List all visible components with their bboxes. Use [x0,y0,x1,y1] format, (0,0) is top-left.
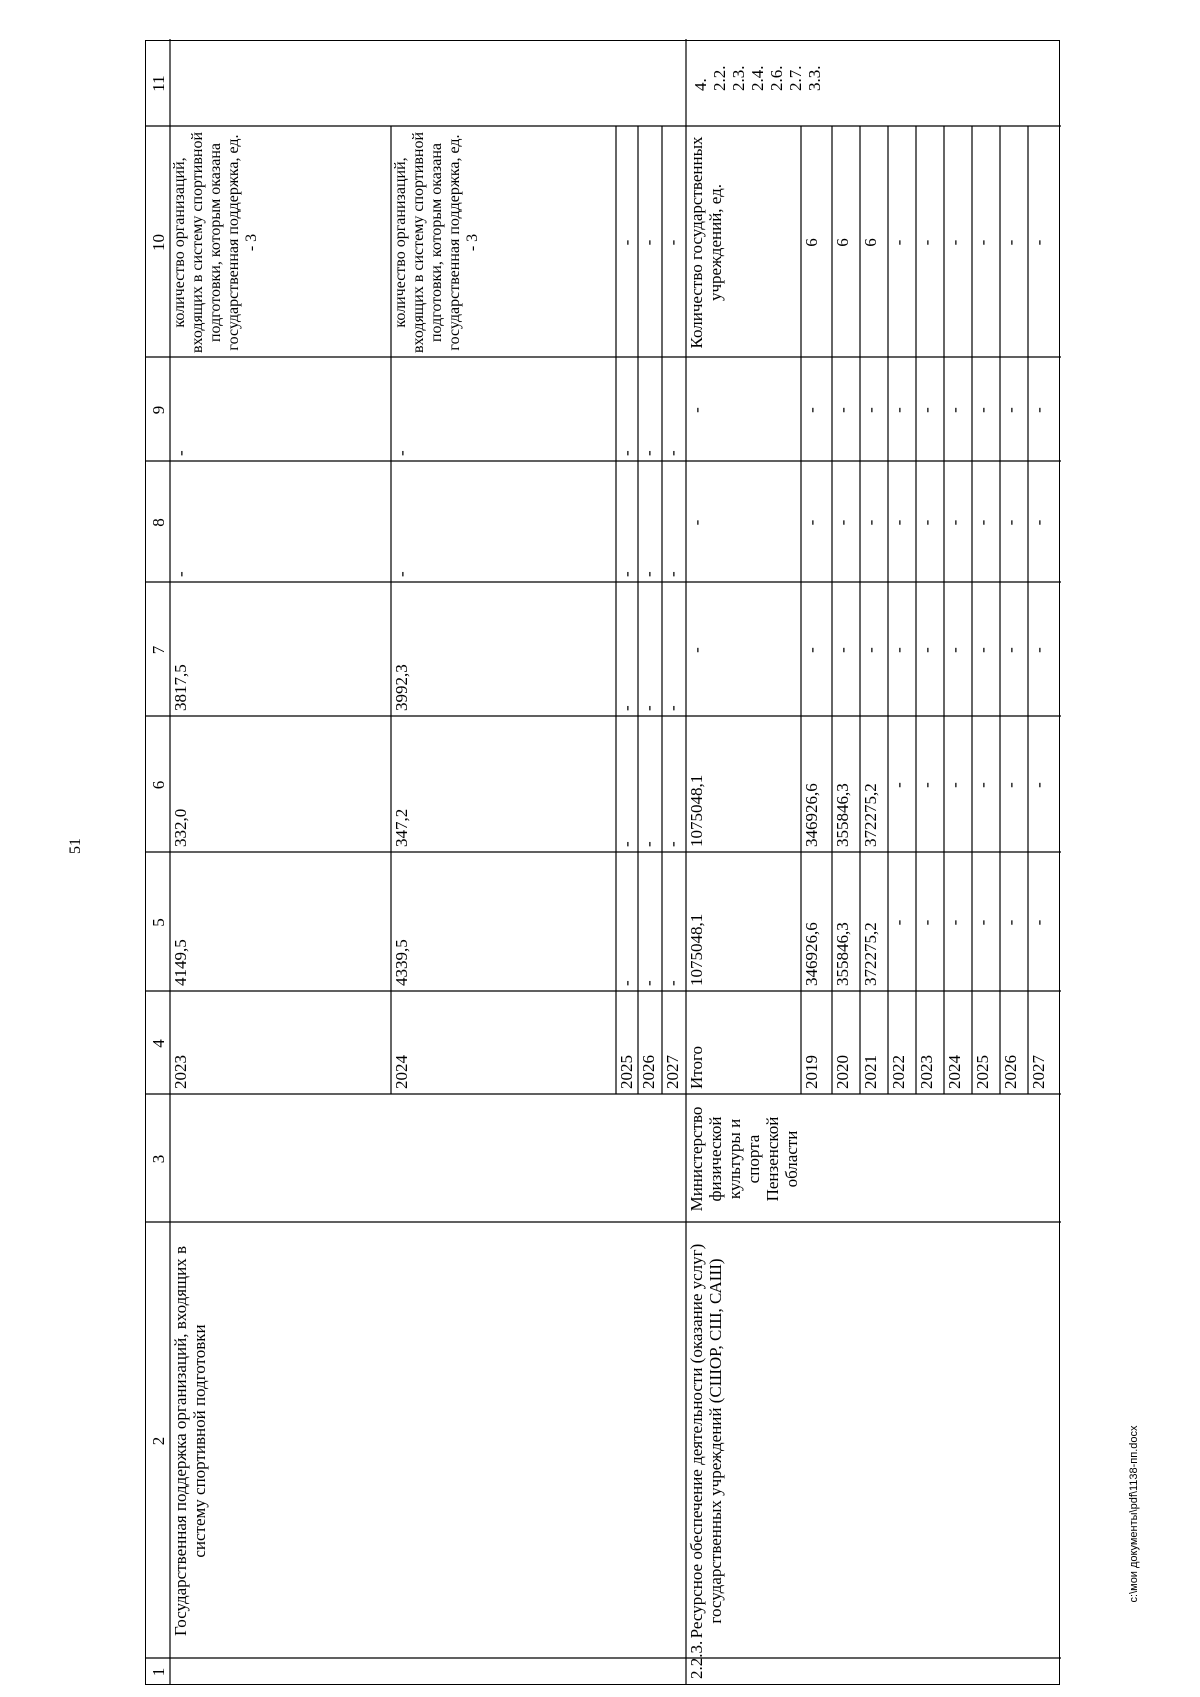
indicator-cell: Количество государственных учреждений, ед. [687,136,725,349]
federal-budget-cell: - [917,647,936,653]
activity-name: Ресурсное обеспечение деятельности (оказание услуг) государственных учреждений (СШОР, СШ, САШ) [687,1243,725,1639]
regional-budget-cell: - [617,841,636,847]
total-funding-cell: 4339,5 [392,939,411,986]
other-sources-cell: - [687,407,706,413]
year-cell: 2025 [973,1055,992,1089]
year-cell: 2026 [639,1055,658,1089]
indicator-cell: - [973,239,992,246]
indicator-cell: - [889,239,908,246]
federal-budget-cell: - [663,705,682,711]
column-header-10: 10 [149,234,168,251]
column-header-5: 5 [149,918,168,927]
other-sources-cell: - [945,407,964,413]
total-funding-cell: 4149,5 [171,939,190,986]
other-sources-cell: - [392,450,411,456]
footer-file-path: c:\мои документы\pdf\1138-пп.docx [1128,1425,1140,1603]
column-header-3: 3 [149,1154,168,1164]
regional-budget-cell: - [639,841,658,847]
regional-budget-cell: - [1001,782,1020,788]
indicator-cell: - [1001,239,1020,246]
total-funding-cell: - [639,980,658,986]
year-cell: 2022 [889,1055,908,1089]
total-funding-cell: - [917,919,936,926]
year-cell: 2020 [833,1055,852,1089]
total-funding-cell: - [1001,919,1020,926]
indicator-cell: 6 [833,238,852,247]
local-budget-cell: - [639,571,658,577]
regional-budget-cell: 347,2 [392,808,411,847]
indicator-cell: - [945,239,964,246]
year-cell: 2027 [663,1055,682,1089]
year-cell: 2023 [917,1055,936,1089]
federal-budget-cell: - [1029,647,1048,653]
total-funding-cell: - [617,980,636,986]
executor: Министерство физической культуры и спорта Пензенской области [687,1106,801,1212]
federal-budget-cell: - [833,647,852,653]
regional-budget-cell: 372275,2 [861,783,880,847]
federal-budget-cell: 3817,5 [171,664,190,711]
task-link: 2.6. [767,65,786,91]
federal-budget-cell: - [639,705,658,711]
local-budget-cell: - [945,519,964,526]
page-number: 51 [67,838,84,854]
total-label-cell: Итого [687,1045,706,1089]
other-sources-cell: - [917,407,936,413]
column-header-7: 7 [149,645,168,655]
year-cell: 2023 [171,1055,190,1089]
column-header-1: 1 [149,1667,168,1677]
other-sources-cell: - [639,450,658,456]
year-cell: 2025 [617,1055,636,1089]
regional-budget-cell: - [945,782,964,788]
row-number [169,1659,685,1685]
indicator-cell: - [617,239,636,246]
federal-budget-cell: - [889,647,908,653]
executor [169,1095,685,1223]
indicator-cell: количество организаций, входящих в систему спортивной подготовки, которым оказана государственная поддержка, ед. - 3 [392,131,481,354]
federal-budget-cell: - [861,647,880,653]
column-header-4: 4 [149,1039,168,1048]
indicator-cell: - [917,239,936,246]
task-link: 2.2. [710,65,729,91]
total-funding-cell: 372275,2 [861,922,880,986]
column-header-6: 6 [149,780,168,790]
local-budget-cell: - [171,571,190,577]
other-sources-cell: - [617,450,636,456]
total-funding-cell: - [973,919,992,926]
year-cell: 2021 [861,1055,880,1089]
task-link: 2.7. [786,65,805,91]
local-budget-cell: - [663,571,682,577]
task-link: 2.3. [729,65,748,91]
other-sources-cell: - [833,407,852,413]
other-sources-cell: - [663,450,682,456]
total-funding-cell: 346926,6 [802,922,821,986]
total-funding-cell: 1075048,1 [687,913,706,986]
other-sources-cell: - [889,407,908,413]
indicator-cell: количество организаций, входящих в систему спортивной подготовки, которым оказана государственная поддержка, ед. - 3 [171,131,260,354]
other-sources-cell: - [171,450,190,456]
indicator-cell: 6 [861,238,880,247]
indicator-cell: - [1029,239,1048,246]
local-budget-cell: - [392,571,411,577]
federal-budget-cell: 3992,3 [392,664,411,711]
indicator-cell: 6 [802,238,821,247]
row-number: 2.2.3. [687,1640,706,1679]
total-funding-cell: - [1029,919,1048,926]
tasks-link-cell [685,40,1060,127]
year-cell: 2027 [1029,1055,1048,1089]
federal-budget-cell: - [802,647,821,653]
other-sources-cell: - [1001,407,1020,413]
total-funding-cell: - [889,919,908,926]
regional-budget-cell: 346926,6 [802,783,821,847]
activity-name: Государственная поддержка организаций, входящих в систему спортивной подготовки [171,1245,209,1637]
regional-budget-cell: 332,0 [171,808,190,847]
local-budget-cell: - [861,519,880,526]
program-table [145,40,1060,1685]
year-cell: 2024 [945,1055,964,1089]
task-link: 2.4. [748,65,767,91]
indicator-cell: - [639,239,658,246]
regional-budget-cell: - [1029,782,1048,788]
federal-budget-cell: - [973,647,992,653]
regional-budget-cell: 1075048,1 [687,774,706,847]
regional-budget-cell: - [973,782,992,788]
total-funding-cell: - [663,980,682,986]
column-header-9: 9 [149,405,168,415]
regional-budget-cell: - [917,782,936,788]
local-budget-cell: - [833,519,852,526]
local-budget-cell: - [1001,519,1020,526]
column-header-8: 8 [149,518,168,527]
federal-budget-cell: - [945,647,964,653]
column-header-2: 2 [149,1436,168,1446]
year-cell: 2026 [1001,1055,1020,1089]
local-budget-cell: - [802,519,821,526]
tasks-link-cell [169,40,685,127]
federal-budget-cell: - [1001,647,1020,653]
local-budget-cell: - [1029,519,1048,526]
local-budget-cell: - [617,571,636,577]
total-funding-cell: 355846,3 [833,922,852,986]
regional-budget-cell: - [663,841,682,847]
other-sources-cell: - [861,407,880,413]
federal-budget-cell: - [687,647,706,653]
column-header-11: 11 [149,75,168,92]
regional-budget-cell: - [889,782,908,788]
task-link: 3.3. [805,65,824,91]
federal-budget-cell: - [617,705,636,711]
task-link: 4. [691,78,710,91]
year-cell: 2024 [392,1055,411,1089]
local-budget-cell: - [917,519,936,526]
other-sources-cell: - [1029,407,1048,413]
local-budget-cell: - [889,519,908,526]
regional-budget-cell: 355846,3 [833,783,852,847]
other-sources-cell: - [802,407,821,413]
year-cell: 2019 [802,1055,821,1089]
indicator-cell: - [663,239,682,246]
local-budget-cell: - [973,519,992,526]
other-sources-cell: - [973,407,992,413]
total-funding-cell: - [945,919,964,926]
local-budget-cell: - [687,519,706,526]
